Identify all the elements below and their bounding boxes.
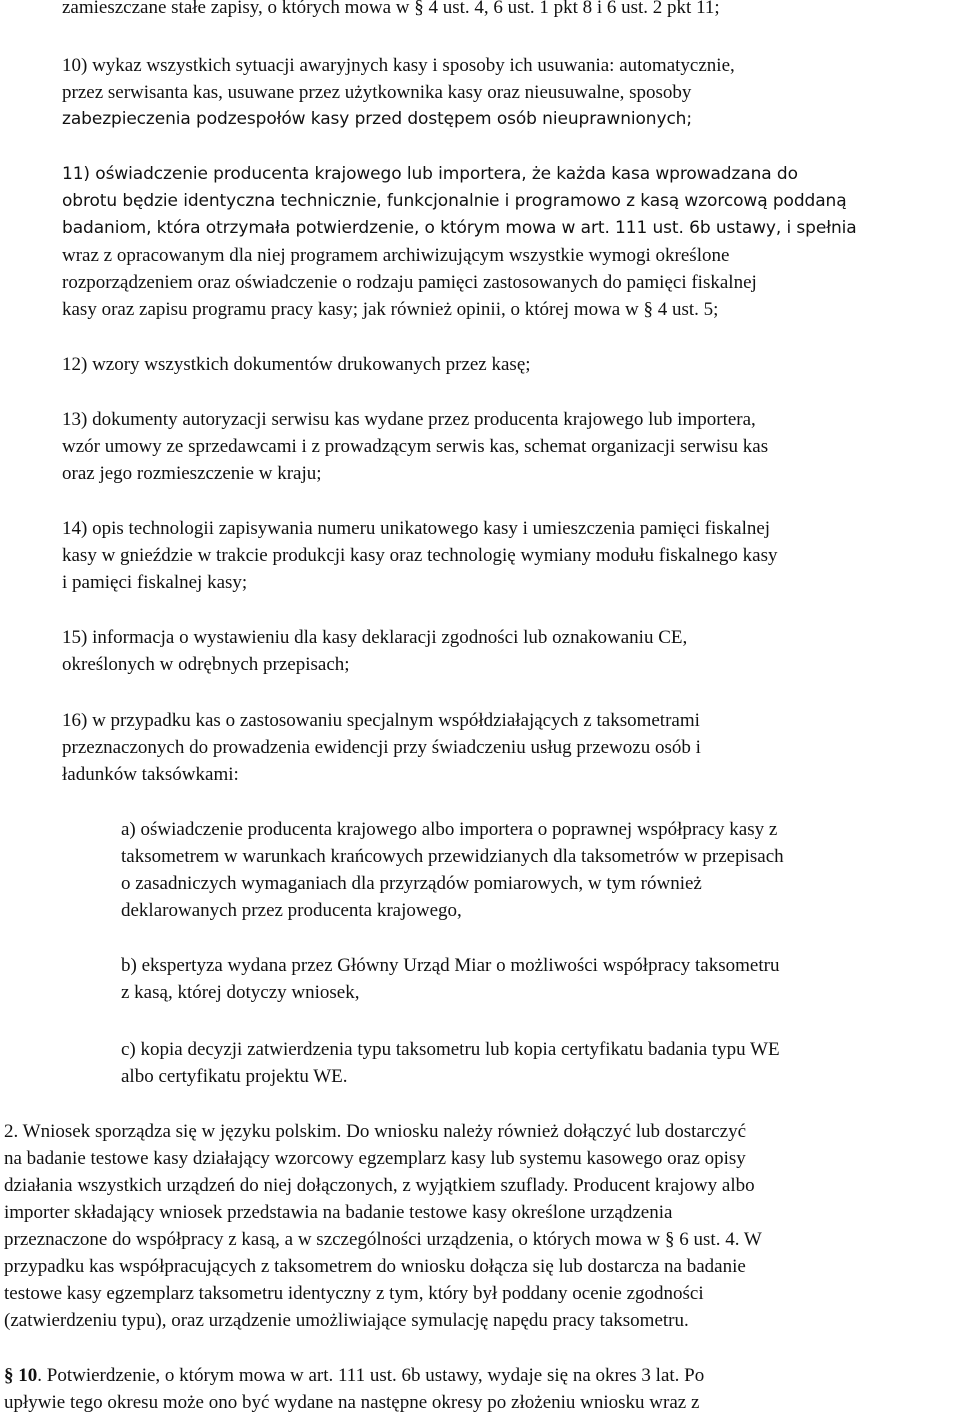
text-line: 16) w przypadku kas o zastosowaniu specjalnym współdziałających z taksometrami bbox=[62, 710, 700, 731]
text-line: kasy oraz zapisu programu pracy kasy; jak również opinii, o której mowa w § 4 ust. 5; bbox=[62, 299, 719, 320]
subparagraph-16b bbox=[121, 952, 779, 1006]
text-line: oraz jego rozmieszczenie w kraju; bbox=[62, 463, 322, 484]
text-line: przez serwisanta kas, usuwane przez użytkownika kasy oraz nieusuwalne, sposoby bbox=[62, 82, 692, 103]
paragraph-item-12 bbox=[62, 351, 531, 378]
text-line: deklarowanych przez producenta krajowego, bbox=[121, 900, 462, 921]
text-line: c) kopia decyzji zatwierdzenia typu taksometru lub kopia certyfikatu badania typu WE bbox=[121, 1039, 780, 1060]
paragraph-item-11 bbox=[62, 161, 857, 323]
text-line: określonych w odrębnych przepisach; bbox=[62, 654, 350, 675]
text-line: wraz z opracowanym dla niej programem archiwizującym wszystkie wymogi określone bbox=[62, 245, 730, 266]
text-line: zamieszczane stałe zapisy, o których mowa w § 4 ust. 4, 6 ust. 1 pkt 8 i 6 ust. 2 pkt 11; bbox=[62, 0, 720, 18]
text-line: b) ekspertyza wydana przez Główny Urząd Miar o możliwości współpracy taksometru bbox=[121, 955, 780, 976]
text-line: importer składający wniosek przedstawia na badanie testowe kasy określone urządzenia bbox=[4, 1202, 673, 1223]
paragraph-item-14 bbox=[62, 515, 777, 596]
text-line: przeznaczone do współpracy z kasą, a w szczególności urządzenia, o których mowa w § 6 ust. 4. W bbox=[4, 1229, 762, 1250]
text-line: a) oświadczenie producenta krajowego albo importera o poprawnej współpracy kasy z bbox=[121, 819, 778, 840]
subparagraph-16c bbox=[121, 1036, 780, 1090]
text-line: ładunków taksówkami: bbox=[62, 764, 239, 785]
text-line: 12) wzory wszystkich dokumentów drukowanych przez kasę; bbox=[62, 354, 531, 375]
text-line: 13) dokumenty autoryzacji serwisu kas wydane przez producenta krajowego lub importera, bbox=[62, 409, 756, 430]
text-line: albo certyfikatu projektu WE. bbox=[121, 1066, 348, 1087]
text-line: na badanie testowe kasy działający wzorcowy egzemplarz kasy lub systemu kasowego oraz opisy bbox=[4, 1148, 746, 1169]
text-line: kasy w gnieździe w trakcie produkcji kasy oraz technologię wymiany modułu fiskalnego kasy bbox=[62, 545, 778, 566]
text-line: 11) oświadczenie producenta krajowego lub importera, że każda kasa wprowadzana do bbox=[62, 164, 798, 184]
text-line: i pamięci fiskalnej kasy; bbox=[62, 572, 248, 593]
paragraph-item-15 bbox=[62, 624, 687, 678]
text-line: taksometrem w warunkach krańcowych przewidzianych dla taksometrów w przepisach bbox=[121, 846, 784, 867]
text-line: 10) wykaz wszystkich sytuacji awaryjnych kasy i sposoby ich usuwania: automatycznie, bbox=[62, 55, 735, 76]
text-line: działania wszystkich urządzeń do niej dołączonych, z wyjątkiem szuflady. Producent krajowy albo bbox=[4, 1175, 755, 1196]
paragraph-item-13 bbox=[62, 406, 768, 487]
text-line: o zasadniczych wymaganiach dla przyrządów pomiarowych, w tym również bbox=[121, 873, 702, 894]
text-line: obrotu będzie identyczna technicznie, funkcjonalnie i programowo z kasą wzorcową poddaną bbox=[62, 191, 847, 211]
paragraph-section-10 bbox=[4, 1362, 704, 1416]
text-line: 14) opis technologii zapisywania numeru unikatowego kasy i umieszczenia pamięci fiskalnej bbox=[62, 518, 771, 539]
text-line: upływie tego okresu może ono być wydane na następne okresy po złożeniu wniosku wraz z bbox=[4, 1392, 700, 1413]
text-line: rozporządzeniem oraz oświadczenie o rodzaju pamięci zastosowanych do pamięci fiskalnej bbox=[62, 272, 757, 293]
text-line: 2. Wniosek sporządza się w języku polskim. Do wniosku należy również dołączyć lub dostarczyć bbox=[4, 1121, 747, 1142]
section-text: . Potwierdzenie, o którym mowa w art. 111 ust. 6b ustawy, wydaje się na okres 3 lat. Po bbox=[37, 1365, 705, 1386]
text-line: badaniom, która otrzymała potwierdzenie, o którym mowa w art. 111 ust. 6b ustawy, i spełnia bbox=[62, 218, 857, 238]
section-mark: § 10 bbox=[4, 1365, 38, 1386]
text-line: (zatwierdzeniu typu), oraz urządzenie umożliwiające symulację napędu pracy taksometru. bbox=[4, 1310, 689, 1331]
paragraph-intro bbox=[62, 0, 720, 21]
text-line: testowe kasy egzemplarz taksometru identyczny z tym, który był poddany ocenie zgodności bbox=[4, 1283, 704, 1304]
text-line: z kasą, której dotyczy wniosek, bbox=[121, 982, 360, 1003]
text-line: wzór umowy ze sprzedawcami i z prowadzącym serwis kas, schemat organizacji serwisu kas bbox=[62, 436, 769, 457]
text-line: przeznaczonych do prowadzenia ewidencji przy świadczeniu usług przewozu osób i bbox=[62, 737, 701, 758]
text-line: przypadku kas współpracujących z taksometrem do wniosku dołącza się lub dostarcza na badanie bbox=[4, 1256, 746, 1277]
text-line: zabezpieczenia podzespołów kasy przed dostępem osób nieuprawnionych; bbox=[62, 109, 692, 129]
paragraph-item-16 bbox=[62, 707, 701, 788]
paragraph-item-10 bbox=[62, 52, 735, 133]
paragraph-section-2 bbox=[4, 1118, 762, 1334]
text-line: 15) informacja o wystawieniu dla kasy deklaracji zgodności lub oznakowaniu CE, bbox=[62, 627, 688, 648]
subparagraph-16a bbox=[121, 816, 784, 924]
text-line bbox=[4, 1362, 704, 1389]
